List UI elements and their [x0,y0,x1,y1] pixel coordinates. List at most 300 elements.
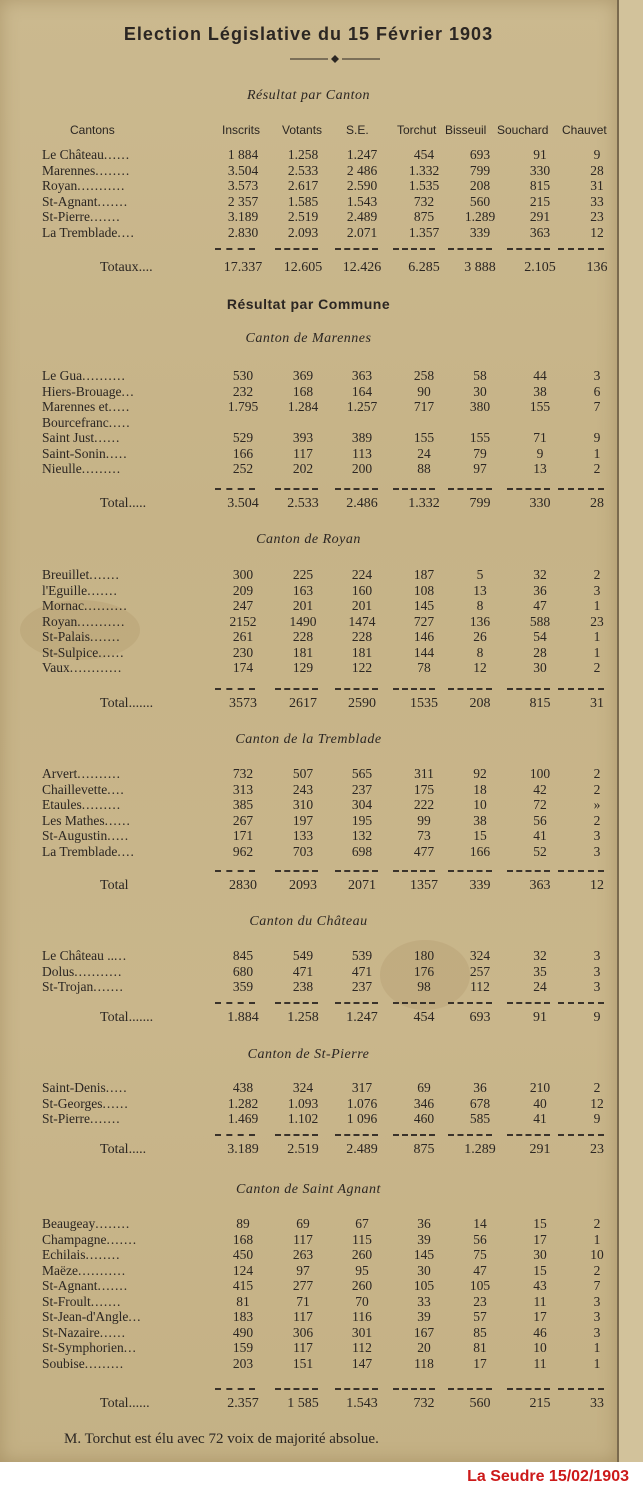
leader-dots: ...... [102,1095,129,1111]
cell-3: 2.486 [346,496,378,511]
section-heading: Résultat par Commune [226,296,391,312]
cell-2: 129 [292,660,314,675]
cell-6: 363 [529,224,551,240]
cell-3: 301 [351,1324,373,1340]
cell-2: 2.093 [287,224,319,240]
commune-name [42,384,135,400]
total-rule [558,870,604,872]
cell-4: 39 [417,1231,431,1247]
leader-dots: ...... [94,430,121,445]
commune-name [42,1216,130,1232]
cell-2: 151 [292,1355,314,1371]
cell-4: 30 [417,1262,431,1278]
cell-7: 1 [593,629,601,644]
cell-6: 330 [529,162,551,178]
cell-5: 10 [473,797,487,812]
cell-1: 530 [232,368,254,383]
column-header-5: Torchut [397,123,437,137]
cell-6: 11 [533,1355,547,1371]
cell-2: 243 [292,781,314,797]
commune-name [42,614,125,630]
commune-name [42,1263,126,1279]
cell-4: 73 [417,828,431,843]
cell-4: 39 [417,1309,431,1324]
cell-2: 117 [293,1231,313,1247]
commune-name [42,645,125,661]
cell-6: 291 [529,1142,551,1157]
cell-6: 815 [529,178,551,193]
total-row [0,1396,617,1412]
cell-1: 159 [232,1340,254,1355]
cell-3: 113 [352,445,372,461]
leader-dots: ....... [93,979,124,994]
cell-2: 1.102 [287,1111,319,1126]
commune-name [42,583,118,599]
table-row [0,629,617,645]
commune-name [42,194,128,210]
cell-7: 10 [590,1247,604,1262]
cell-3: 698 [351,843,373,859]
cell-1: 438 [232,1080,254,1095]
cell-7: 7 [593,399,601,414]
cell-5: 166 [469,843,491,859]
cell-3: 1.247 [346,1010,378,1025]
cell-7: 2 [593,812,601,828]
total-rule [215,1002,255,1004]
cell-1: 2830 [229,878,257,893]
total-rule [215,488,255,490]
cell-6: 215 [529,1396,551,1411]
cell-4: 167 [413,1324,435,1340]
cell-3: 471 [351,963,373,979]
table-row [0,147,617,163]
source-caption: La Seudre 15/02/1903 [467,1468,629,1485]
cell-1: 1.469 [227,1111,259,1126]
cell-5: 693 [469,147,491,162]
leader-dots: ... [113,948,128,963]
cell-2: 2093 [289,878,317,893]
cell-4: 180 [413,948,435,963]
total-label-text: Total..... [100,496,147,511]
cell-7: 2 [593,781,601,797]
cell-1: 490 [232,1324,254,1340]
cell-7: 31 [590,178,604,193]
cell-6: 9 [536,445,544,461]
cell-5: 799 [469,162,491,178]
cell-3: 2590 [348,696,376,711]
total-rule [393,248,435,250]
table-row [0,1263,617,1279]
cell-3: 363 [351,368,373,383]
cell-5: 8 [476,598,484,613]
cell-7: 12 [590,224,604,240]
row-name-text: Champagne [42,1231,107,1247]
total-label [100,696,153,712]
leader-dots: ...... [104,812,131,828]
cell-6: 36 [533,582,547,598]
cell-7: 23 [590,1142,604,1157]
cell-5: 155 [469,430,491,445]
leader-dots: ....... [106,1231,138,1247]
page-title: Election Législative du 15 Février 1903 [123,24,494,44]
cell-3: 181 [351,644,373,660]
commune-name [42,598,128,614]
cell-7: 136 [586,260,608,275]
column-header-1: Cantons [70,123,115,137]
cell-3: 237 [351,781,373,797]
total-label [100,1010,153,1026]
total-label [100,260,153,276]
election-conclusion: M. Torchut est élu avec 72 voix de majorité absolue. [64,1431,379,1447]
total-label-text: Totaux.... [100,260,153,275]
section-heading: Canton de Saint Agnant [236,1182,381,1197]
cell-2: 310 [292,797,314,812]
commune-name [42,567,120,583]
table-row [0,1356,617,1372]
table-row [0,194,617,210]
row-name-text: Mornac [42,598,84,613]
cell-7: 33 [590,193,604,209]
cell-6: 41 [533,828,547,843]
table-row [0,1111,617,1127]
cell-6: 35 [533,963,547,979]
cell-2: 306 [292,1324,314,1340]
cell-7: 3 [593,948,601,963]
cell-6: 42 [533,781,547,797]
total-rule [215,688,255,690]
total-label [100,1396,150,1412]
total-label-text: Total....... [100,1010,154,1025]
cell-5: 105 [469,1278,491,1293]
leader-dots: ........... [74,963,123,979]
cell-2: 263 [292,1247,314,1262]
table-row [0,979,617,995]
section-heading: Canton de Royan [256,532,361,547]
total-label-text: Total....... [100,696,154,711]
cell-2: 1.093 [287,1095,319,1111]
cell-6: 588 [529,613,551,629]
cell-1: 3.504 [227,496,259,511]
cell-2: 133 [292,828,314,843]
cell-4: 175 [413,781,435,797]
cell-5: 75 [473,1247,487,1262]
cell-6: 15 [533,1216,547,1231]
cell-1: 124 [232,1262,254,1278]
cell-5: 585 [469,1111,491,1126]
cell-5: 26 [473,629,487,644]
cell-4: 875 [413,209,435,224]
table-row [0,1294,617,1310]
cell-7: 9 [593,1010,601,1025]
commune-name [42,1325,126,1341]
leader-dots: .......... [83,598,128,613]
commune-name [42,844,135,860]
row-name-text: Royan [42,178,78,193]
cell-3: 95 [355,1262,369,1278]
cell-1: 252 [232,461,254,476]
cell-1: 732 [232,766,254,781]
cell-2: 2.519 [287,1142,319,1157]
table-row [0,461,617,477]
cell-2: 197 [292,812,314,828]
cell-2: 117 [293,1309,313,1324]
cell-2: 2.533 [287,496,319,511]
commune-name [42,225,135,241]
leader-dots: ............ [69,660,123,675]
table-row [0,384,617,400]
cell-3: 1474 [348,613,376,629]
cell-2: 2.617 [287,178,319,193]
cell-7: 7 [593,1278,601,1293]
leader-dots: ....... [89,567,120,582]
cell-3: 304 [351,797,373,812]
cell-1: 168 [232,1231,254,1247]
leader-dots: .... [107,781,125,797]
row-name-text: St-Augustin [42,828,108,843]
cell-2: 703 [292,843,314,859]
cell-1: 2.357 [227,1396,259,1411]
leader-dots: ..... [108,399,131,414]
cell-1: 300 [232,567,254,582]
row-name-text: Saint-Denis [42,1080,106,1095]
leader-dots: ....... [97,193,129,209]
cell-3: 200 [351,461,373,476]
cell-6: 155 [529,399,551,414]
cell-7: 2 [593,1080,601,1095]
cell-6: 40 [533,1095,547,1111]
leader-dots: ... [121,383,135,399]
cell-7: 31 [590,696,604,711]
commune-name [42,660,122,676]
cell-5: 380 [469,399,491,414]
table-row [0,948,617,964]
cell-2: 1490 [289,613,317,629]
cell-1: 680 [232,963,254,979]
cell-5: 678 [469,1095,491,1111]
cell-3: 201 [351,598,373,613]
cell-3: 1.076 [346,1095,378,1111]
leader-dots: ...... [99,1324,126,1340]
cell-4: 99 [417,812,431,828]
cell-6: 10 [533,1340,547,1355]
cell-4: 258 [413,368,435,383]
cell-5: 136 [469,613,491,629]
cell-7: 1 [593,644,601,660]
leader-dots: ....... [97,1278,129,1293]
leader-dots: .......... [82,368,126,383]
cell-5: 339 [469,224,491,240]
cell-7: 2 [593,660,601,675]
total-rule [558,248,604,250]
cell-4: 1.332 [408,162,440,178]
cell-3: 317 [351,1080,373,1095]
total-rule [393,688,435,690]
table-row [0,1080,617,1096]
cell-5: 339 [469,878,491,893]
row-name-text: St-Agnant [42,1278,98,1293]
table-row [0,163,617,179]
cell-4: 20 [417,1340,431,1355]
cell-3: 195 [351,812,373,828]
cell-4: 78 [417,660,431,675]
table-row [0,1232,617,1248]
table-row [0,1247,617,1263]
total-rule [335,870,378,872]
table-row [0,1278,617,1294]
row-name-text: Etaules [42,797,82,812]
cell-1: 2.830 [227,224,259,240]
cell-7: 3 [593,1309,601,1324]
total-rule [215,1134,255,1136]
cell-7: 1 [593,598,601,613]
leader-dots: ... [128,1309,142,1324]
row-name-text: Chaillevette [42,781,108,797]
cell-1: 1.282 [227,1095,259,1111]
cell-6: 71 [533,430,547,445]
cell-1: 1.795 [227,399,259,414]
commune-name [42,629,121,645]
cell-5: 257 [469,963,491,979]
cell-1: 203 [232,1355,254,1371]
cell-1: 2152 [229,613,257,629]
section-heading: Canton du Château [249,914,368,929]
cell-2: 1.258 [287,1010,319,1025]
cell-2: 471 [292,963,314,979]
cell-7: 2 [593,1216,601,1231]
cell-6: 330 [529,496,551,511]
cell-7: 9 [593,430,601,445]
leader-dots: ......... [81,461,122,476]
cell-3: 565 [351,766,373,781]
total-rule [275,1134,318,1136]
cell-7: 23 [590,209,604,224]
leader-dots: ....... [90,209,121,224]
column-header-3: Votants [282,123,323,137]
row-name-text: St-Pierre [42,209,90,224]
commune-name [42,368,126,384]
cell-4: 875 [413,1142,435,1157]
table-row [0,178,617,194]
cell-3: 1 096 [346,1111,378,1126]
cell-5: 5 [476,567,484,582]
cell-1: 267 [232,812,254,828]
cell-6: 363 [529,878,551,893]
cell-3: 260 [351,1247,373,1262]
row-name-text: Le Château [42,147,104,162]
row-name-text: Marennes et [42,399,109,414]
cell-4: 311 [414,766,434,781]
commune-name [42,430,120,446]
commune-name [42,948,127,964]
total-rule [558,1134,604,1136]
total-rule [448,248,492,250]
commune-name [42,828,129,844]
cell-1: 232 [232,383,254,399]
leader-dots: ......... [84,1355,125,1371]
table-row [0,1216,617,1232]
leader-dots: ........... [77,613,126,629]
table-row [0,583,617,599]
table-row [0,1309,617,1325]
cell-5: 560 [469,1396,491,1411]
total-rule [448,1002,492,1004]
cell-6: 54 [533,629,547,644]
commune-name [42,1356,124,1372]
cell-6: 47 [533,598,547,613]
cell-5: 560 [469,193,491,209]
total-label [100,878,129,894]
commune-name [42,1080,128,1096]
cell-1: 261 [232,629,254,644]
leader-dots: ....... [90,629,121,644]
cell-1: 81 [236,1293,250,1309]
cell-4: 33 [417,1293,431,1309]
row-name-text: Maëze [42,1262,78,1278]
cell-2: 97 [296,1262,310,1278]
cell-4: 187 [413,567,435,582]
row-name-text: St-Trojan [42,979,94,994]
cell-1: 166 [232,445,254,461]
total-rule [558,1002,604,1004]
cell-4: 477 [413,843,435,859]
total-rule [558,488,604,490]
cell-4: 118 [414,1355,434,1371]
title-ornament [290,54,380,64]
cell-4: 108 [413,582,435,598]
cell-5: 36 [473,1080,487,1095]
total-rule [393,1388,435,1390]
cell-5: 38 [473,812,487,828]
cell-4: 105 [413,1278,435,1293]
section-heading: Canton de St-Pierre [247,1047,370,1062]
cell-3: 67 [355,1216,369,1231]
cell-5: 324 [469,948,491,963]
cell-6: 44 [533,368,547,383]
cell-2: 2.533 [287,162,319,178]
cell-5: 799 [469,496,491,511]
total-rule [335,688,378,690]
row-name-text: Marennes [42,162,96,178]
commune-name [42,1340,137,1356]
commune-name [42,446,128,462]
cell-4: 454 [413,1010,435,1025]
cell-3: 112 [352,1340,372,1355]
total-label-text: Total [100,878,129,893]
cell-5: 15 [473,828,487,843]
cell-3: 2.590 [346,178,378,193]
cell-2: 549 [292,948,314,963]
cell-3: 164 [351,383,373,399]
row-name-text: Saint-Sonin [42,445,106,461]
total-row [0,1142,617,1158]
cell-5: 85 [473,1324,487,1340]
cell-4: 98 [417,979,431,994]
cell-7: 3 [593,843,601,859]
commune-name [42,209,121,225]
table-row [0,1340,617,1356]
leader-dots: ....... [87,582,118,598]
cell-6: 72 [533,797,547,812]
cell-2: 181 [292,644,314,660]
cell-6: 15 [533,1262,547,1278]
table-row [0,368,617,384]
row-name-text: Le Château .. [42,948,114,963]
table-row [0,209,617,225]
column-header-4: S.E. [346,123,369,137]
row-name-text: Saint Just [42,430,95,445]
cell-7: 2 [593,461,601,476]
total-row [0,496,617,512]
